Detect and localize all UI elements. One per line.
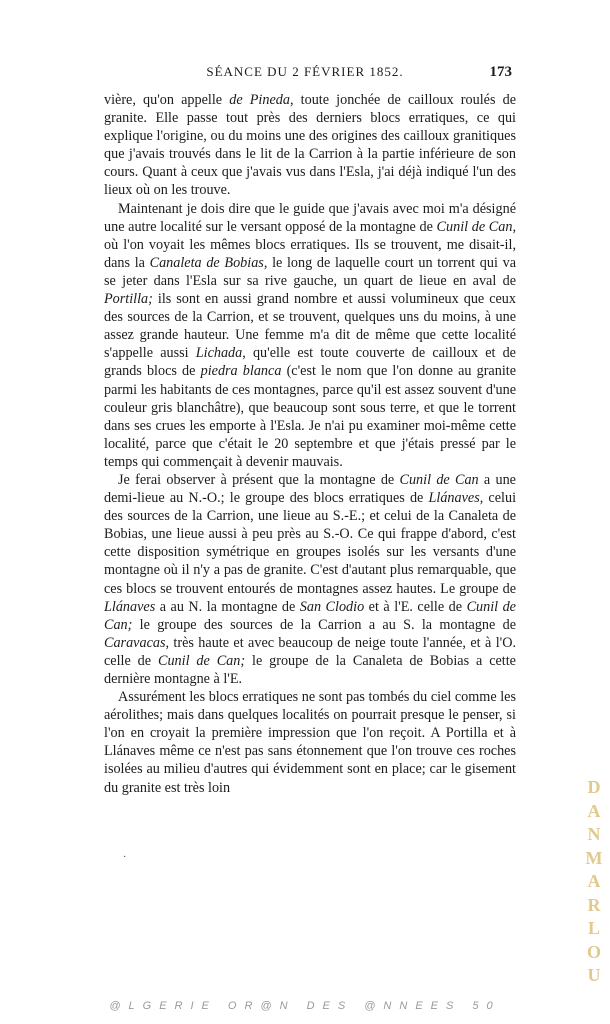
text-run: , toute jonchée de cailloux roulés de granite. Elle passe tout près des derniers blocs erratiques, ce qui explique l'origine, ou du moins une des origines des cailloux granitiques que j'avais trouvés dans le lit de la Carrion à la partie inférieure de son cours. Quant à ceux que j'avais vus dans l'Esla, j'ai déjà indiqué l'un des lieux où on les trouve. [104,92,517,199]
text-run: Je ferai observer à présent que la montagne de [118,471,400,488]
text-run: (c'est le nom que l'on donne au granite parmi les habitants de ces montagnes, parce qu'il est assez souvent d'une couleur gris blanchâtre), que beaucoup sont sous terre, et que le torrent dans ses crues les emporte à l'Esla. Je n'ai pu examiner moi-même cette localité, parce que c'était le 20 septembre et que j'étais pressé par le temps qui commençait à devenir mauvais. [104,363,517,470]
italic-term: Lichada [195,345,243,362]
body-text [104,91,516,797]
text-run: , le long de laquelle court un torrent qui va se jeter dans l'Esla sur sa rive gauche, un quart de lieue en aval de [104,254,516,289]
text-run: , celui des sources de la Carrion, une lieue au S.-E.; et celui de la Canaleta de Bobias, une lieue aussi à peu près au S.-O. Ce qui frappe d'abord, c'est cette disposition symétrique en groupes isolés sur les versants d'une montagne où il n'y a pas de granite. C'est d'autant plus remarquable, que ces blocs se trouvent entourés de montagnes assez hautes. Le groupe de [104,490,517,597]
italic-term: San Clodio [299,598,365,615]
footer-watermark: @LGERIE OR@N DES @NNEES 50 [109,1000,501,1012]
text-run: , très haute et avec beaucoup de neige toute l'année, et à l'O. celle de [104,634,516,669]
italic-term: Portilla; [104,291,153,308]
paragraph [104,471,516,688]
text-run: , qu'elle est toute couverte de cailloux et de grands blocs de [104,345,516,380]
text-run: Maintenant je dois dire que le guide que j'avais avec moi m'a désigné une autre localité sur le versant opposé de la montagne de [104,200,516,235]
italic-term: Cunil de Can; [104,598,516,633]
italic-term: Llánaves [104,598,156,615]
text-run: ils sont en aussi grand nombre et aussi volumineux que ceux des sources de la Carrion, et se trouvent, quelques uns du moins, à une assez grande hauteur. Une femme m'a dit de même que cette localité s'appelle aussi [104,291,516,362]
text-run: a une demi-lieue au N.-O.; le groupe des blocs erratiques de [104,471,516,507]
text-run: a au N. la montagne de [155,598,300,615]
text-run: , où l'on voyait les mêmes blocs erratiques. Ils se trouvent, me disait-il, dans la [104,218,516,271]
paragraph [104,91,516,200]
paragraph [104,200,516,471]
italic-term: Llánaves [428,490,480,507]
text-run: et à l'E. celle de [364,598,467,615]
italic-term: Cunil de Can; [157,652,246,669]
text-run: Assurément les blocs erratiques ne sont pas tombés du ciel comme les aérolithes; mais dans quelques localités on pourrait presque le penser, si l'on en croyait la première impression que l'on reçoit. A Portilla et à Llánaves même ce n'est pas sans étonnement que l'on trouve ces roches isolées au milieu d'autres qui évidemment sont en place; car le gisement du granite est très loin [104,689,516,796]
italic-term: Canaleta de Bobias [149,254,264,271]
italic-term: Cunil de Can [399,471,479,488]
italic-term: Cunil de Can [436,218,513,235]
italic-term: piedra blanca [200,363,282,380]
running-title: SÉANCE DU 2 FÉVRIER 1852. [206,64,404,79]
side-stamp: D A N M A R L O U [585,777,603,985]
text-run: le groupe des sources de la Carrion a au S. la montagne de [132,616,516,633]
page-number: 173 [489,64,512,80]
print-speck: · [123,852,127,863]
page-header [0,64,610,86]
italic-term: Caravacas [104,634,166,651]
text-run: vière, qu'on appelle [104,92,230,108]
italic-term: de Pineda [229,92,290,108]
text-run: le groupe de la Canaleta de Bobias a cette dernière montagne à l'E. [104,652,516,687]
paragraph [104,688,516,797]
